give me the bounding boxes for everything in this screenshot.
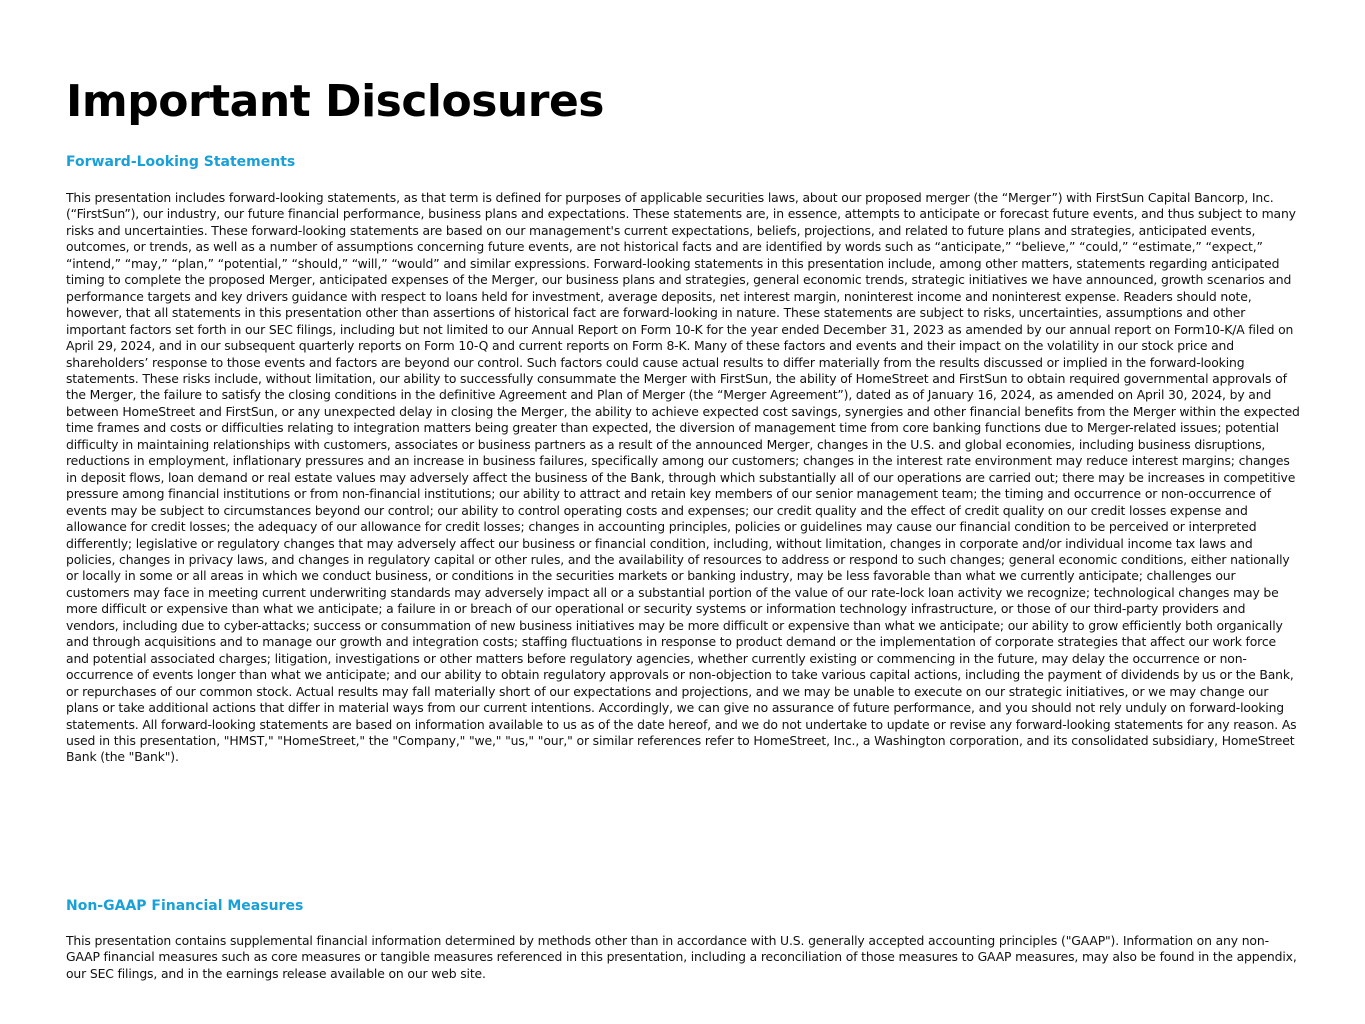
forward-looking-statements-body: This presentation includes forward-looking statements, as that term is defined for purposes of applicable securities laws, about our proposed merger (the “Merger”) with FirstSun Capital Bancorp, Inc. (“FirstSun”), our industry, our future financial performance, business plans and expectations. These statements are, in essence, attempts to anticipate or forecast future events, and thus subject to many risks and uncertainties. These forward-looking statements are based on our management's current expectations, beliefs, projections, and related to future plans and strategies, anticipated events, outcomes, or trends, as well as a number of assumptions concerning future events, are not historical facts and are identified by words such as “anticipate,” “believe,” “could,” “estimate,” “expect,” “intend,” “may,” “plan,” “potential,” “should,” “will,” “would” and similar expressions. Forward-looking statements in this presentation include, among other matters, statements regarding anticipated timing to complete the proposed Merger, anticipated expenses of the Merger, our business plans and strategies, general economic trends, strategic initiatives we have announced, growth scenarios and performance targets and key drivers guidance with respect to loans held for investment, average deposits, net interest margin, noninterest income and noninterest expense. Readers should note, however, that all statements in this presentation other than assertions of historical fact are forward-looking in nature. These statements are subject to risks, uncertainties, assumptions and other important factors set forth in our SEC filings, including but not limited to our Annual Report on Form 10-K for the year ended December 31, 2023 as amended by our annual report on Form10-K/A filed on April 29, 2024, and in our subsequent quarterly reports on Form 10-Q and current reports on Form 8-K. Many of these factors and events and their impact on the volatility in our stock price and shareholders’ response to those events and factors are beyond our control. Such factors could cause actual results to differ materially from the results discussed or implied in the forward-looking statements. These risks include, without limitation, our ability to successfully consummate the Merger with FirstSun, the ability of HomeStreet and FirstSun to obtain required governmental approvals of the Merger, the failure to satisfy the closing conditions in the definitive Agreement and Plan of Merger (the “Merger Agreement”), dated as of January 16, 2024, as amended on April 30, 2024, by and between HomeStreet and FirstSun, or any unexpected delay in closing the Merger, the ability to achieve expected cost savings, synergies and other financial benefits from the Merger within the expected time frames and costs or difficulties relating to integration matters being greater than expected, the diversion of management time from core banking functions due to Merger-related issues; potential difficulty in maintaining relationships with customers, associates or business partners as a result of the announced Merger, changes in the U.S. and global economies, including business disruptions, reductions in employment, inflationary pressures and an increase in business failures, specifically among our customers; changes in the interest rate environment may reduce interest margins; changes in deposit flows, loan demand or real estate values may adversely affect the business of the Bank, through which substantially all of our operations are carried out; there may be increases in competitive pressure among financial institutions or from non-financial institutions; our ability to attract and retain key members of our senior management team; the timing and occurrence or non-occurrence of events may be subject to circumstances beyond our control; our ability to control operating costs and expenses; our credit quality and the effect of credit quality on our credit losses expense and allowance for credit losses; the adequacy of our allowance for credit losses; changes in accounting principles, policies or guidelines may cause our financial condition to be perceived or interpreted differently; legislative or regulatory changes that may adversely affect our business or financial condition, including, without limitation, changes in corporate and/or individual income tax laws and policies, changes in privacy laws, and changes in regulatory capital or other rules, and the availability of resources to address or respond to such changes; general economic conditions, either nationally or locally in some or all areas in which we conduct business, or conditions in the securities markets or banking industry, may be less favorable than what we currently anticipate; challenges our customers may face in meeting current underwriting standards may adversely impact all or a substantial portion of the value of our rate-lock loan activity we recognize; technological changes may be more difficult or expensive than what we anticipate; a failure in or breach of our operational or security systems or information technology infrastructure, or those of our third-party providers and vendors, including due to cyber-attacks; success or consummation of new business initiatives may be more difficult or expensive than what we anticipate; our ability to grow efficiently both organically and through acquisitions and to manage our growth and integration costs; staffing fluctuations in response to product demand or the implementation of corporate strategies that affect our work force and potential associated charges; litigation, investigations or other matters before regulatory agencies, whether currently existing or commencing in the future, may delay the occurrence or non-occurrence of events longer than what we anticipate; and our ability to obtain regulatory approvals or non-objection to take various capital actions, including the payment of dividends by us or the Bank, or repurchases of our common stock. Actual results may fall materially short of our expectations and projections, and we may be unable to execute on our strategic initiatives, or we may change our plans or take additional actions that differ in material ways from our current intentions. Accordingly, we can give no assurance of future performance, and you should not rely unduly on forward-looking statements. All forward-looking statements are based on information available to us as of the date hereof, and we do not undertake to update or revise any forward-looking statements for any reason. As used in this presentation, "HMST," "HomeStreet," the "Company," "we," "us," "our," or similar references refer to HomeStreet, Inc., a Washington corporation, and its consolidated subsidiary, HomeStreet Bank (the "Bank"). <box>66 190 1300 765</box>
disclosures-slide <box>66 0 1301 1024</box>
non-gaap-measures-body: This presentation contains supplemental financial information determined by methods other than in accordance with U.S. generally accepted accounting principles ("GAAP"). Information on any non-GAAP financial measures such as core measures or tangible measures referenced in this presentation, including a reconciliation of those measures to GAAP measures, may also be found in the appendix, our SEC filings, and in the earnings release available on our web site. <box>66 933 1297 981</box>
non-gaap-measures-heading: Non-GAAP Financial Measures <box>66 898 304 914</box>
forward-looking-statements-heading: Forward-Looking Statements <box>66 154 296 170</box>
page-title: Important Disclosures <box>66 76 604 127</box>
